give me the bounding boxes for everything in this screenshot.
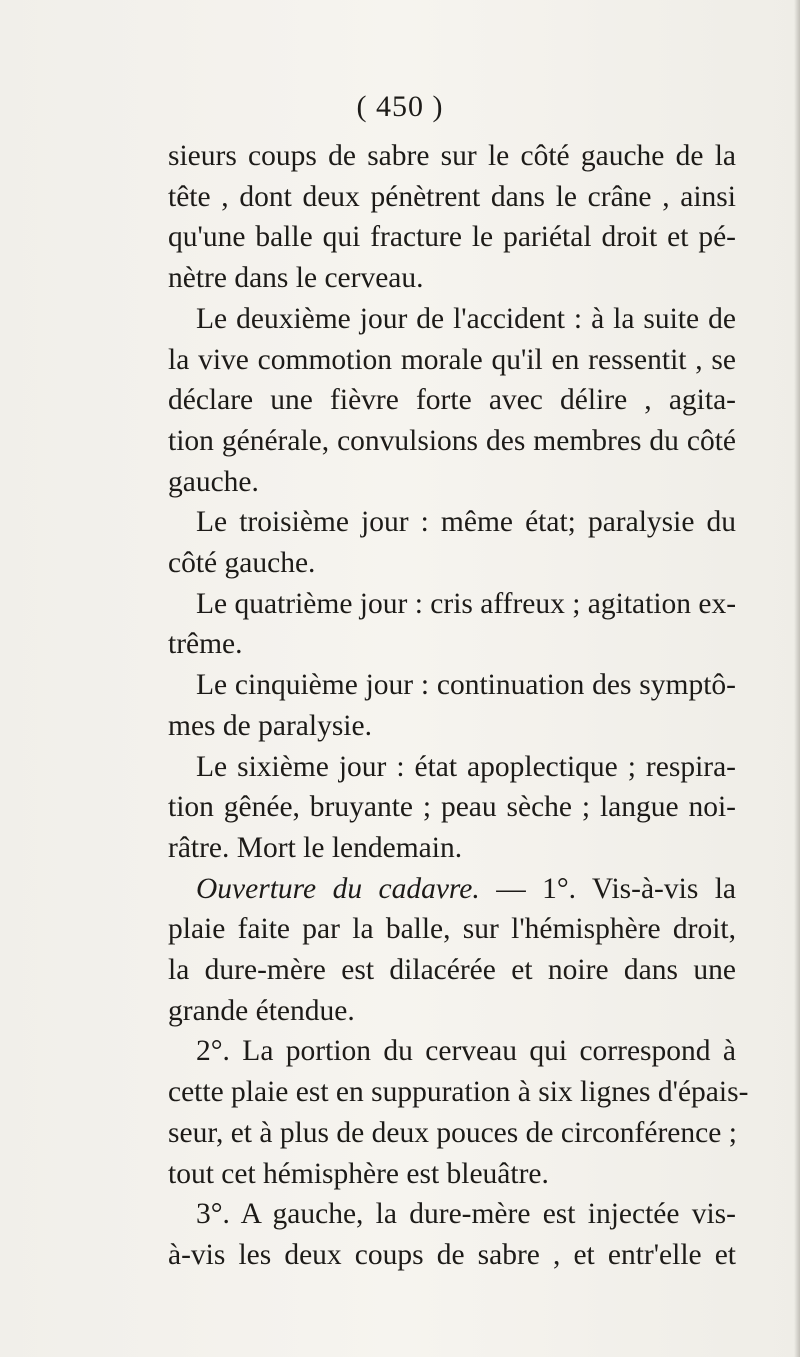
line-text: la vive commotion morale qu'il en ressentit , se — [168, 343, 736, 376]
section-heading: Ouverture du cadavre. — [196, 872, 480, 905]
text-line — [168, 665, 736, 706]
line-text: 3°. A gauche, la dure-mère est injectée vis- — [196, 1198, 736, 1231]
text-line — [168, 1072, 749, 1113]
text-line — [168, 217, 736, 258]
line-text: râtre. Mort le lendemain. — [168, 831, 463, 864]
line-text: mes de paralysie. — [168, 709, 372, 742]
text-line — [168, 869, 736, 910]
line-text: plaie faite par la balle, sur l'hémisphère droit, — [168, 913, 736, 946]
line-text: à-vis les deux coups de sabre , et entr'elle et — [168, 1238, 736, 1271]
text-line — [168, 787, 736, 828]
line-text: gauche. — [168, 465, 259, 498]
text-line — [168, 1235, 736, 1276]
text-line — [168, 340, 736, 381]
text-line — [168, 543, 736, 584]
text-line — [168, 909, 736, 950]
text-line — [168, 991, 736, 1032]
line-text: Le troisième jour : même état; paralysie du — [196, 506, 736, 539]
line-text: côté gauche. — [168, 547, 316, 580]
text-line — [168, 1154, 736, 1195]
text-line — [168, 1031, 736, 1072]
text-line — [168, 706, 736, 747]
line-text: grande étendue. — [168, 994, 355, 1027]
text-line — [168, 136, 736, 177]
line-text: Le sixième jour : état apoplectique ; respira- — [196, 750, 736, 783]
text-line — [168, 950, 736, 991]
text-line — [168, 1194, 736, 1235]
line-text: — 1°. Vis-à-vis la — [496, 872, 737, 905]
text-line — [168, 177, 736, 218]
text-line — [168, 584, 736, 625]
text-line — [168, 421, 736, 462]
line-text: tête , dont deux pénètrent dans le crâne , ainsi — [168, 180, 736, 213]
line-text: qu'une balle qui fracture le pariétal droit et pé- — [168, 221, 736, 254]
line-text: Le cinquième jour : continuation des symptô- — [196, 669, 736, 702]
page-edge-shadow — [794, 0, 800, 1357]
line-text: Le quatrième jour : cris affreux ; agitation ex- — [196, 587, 737, 620]
text-line — [168, 828, 736, 869]
line-text: tion générale, convulsions des membres du côté — [168, 424, 736, 457]
page-number: ( 450 ) — [356, 90, 444, 123]
line-text: nètre dans le cerveau. — [168, 262, 424, 295]
text-line — [168, 1113, 736, 1154]
line-text: cette plaie est en suppuration à six lignes d'épais- — [168, 1076, 749, 1109]
body-text — [168, 136, 749, 1276]
line-text: sieurs coups de sabre sur le côté gauche de la — [168, 140, 736, 172]
line-text: 2°. La portion du cerveau qui correspond à — [196, 1035, 736, 1068]
text-line — [168, 502, 736, 543]
text-line — [168, 299, 736, 340]
line-text: la dure-mère est dilacérée et noire dans une — [168, 954, 736, 987]
line-text: seur, et à plus de deux pouces de circonférence ; — [168, 1116, 737, 1149]
text-line — [168, 258, 736, 299]
line-text: Le deuxième jour de l'accident : à la suite de — [196, 302, 736, 335]
text-line — [168, 380, 736, 421]
line-text: déclare une fièvre forte avec délire , agita- — [168, 384, 736, 417]
line-text: tion gênée, bruyante ; peau sèche ; langue noi- — [168, 791, 736, 824]
text-line — [168, 462, 736, 503]
text-line — [168, 624, 736, 665]
line-text: trême. — [168, 628, 243, 661]
text-line — [168, 747, 736, 788]
line-text: tout cet hémisphère est bleuâtre. — [168, 1157, 549, 1190]
